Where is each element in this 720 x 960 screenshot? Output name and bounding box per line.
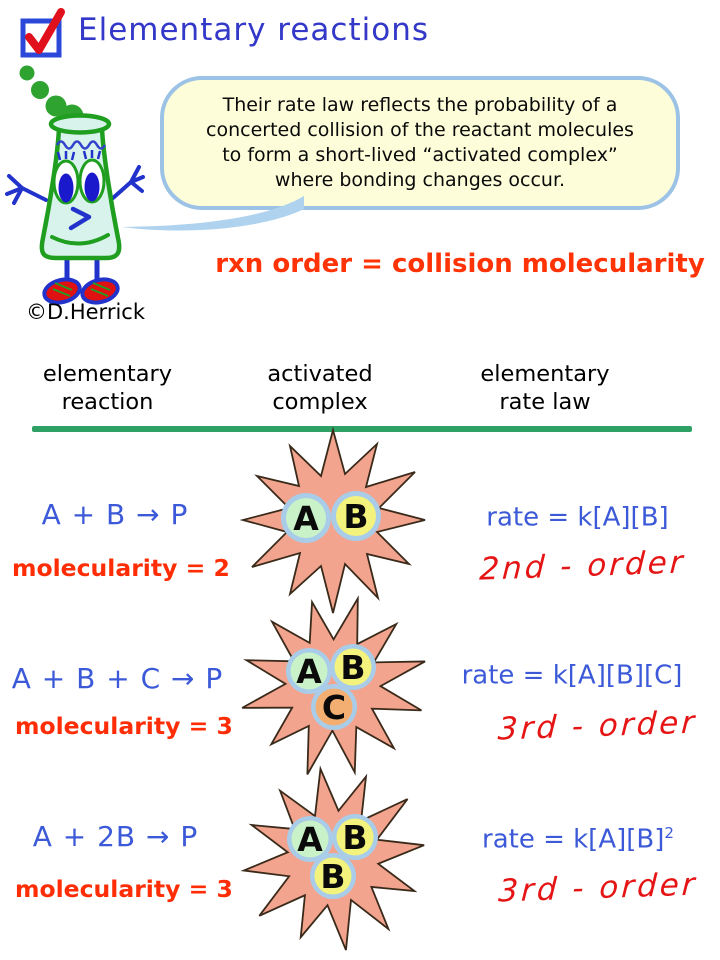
order-annotation-row1: 2nd - order — [478, 544, 687, 588]
activated-complex-starburst-row1 — [233, 425, 433, 615]
molecularity-row2: molecularity = 3 — [15, 712, 233, 740]
column-header-activated-complex: activated complex — [267, 361, 373, 416]
molecule-label: C — [321, 688, 347, 727]
molecule-label: B — [340, 648, 366, 687]
molecule-label: A — [296, 652, 322, 691]
copyright-text: ©D.Herrick — [26, 300, 145, 324]
rate-law-row1: rate = k[A][B] — [486, 502, 669, 533]
order-annotation-row2: 3rd - order — [496, 704, 699, 748]
equation-row1: A + B → P — [41, 498, 189, 531]
equation-row3: A + 2B → P — [32, 820, 199, 853]
molecularity-row3: molecularity = 3 — [15, 875, 233, 903]
bubble-line: Their rate law reflects the probability of a — [222, 93, 618, 116]
page-title: Elementary reactions — [78, 12, 429, 48]
bubble-line: concerted collision of the reactant molecules — [206, 118, 634, 141]
activated-complex-starburst-row3 — [233, 763, 433, 953]
activated-complex-starburst-row2 — [233, 590, 433, 780]
molecule-label: B — [343, 497, 369, 536]
checked-checkbox-icon — [16, 4, 68, 60]
subtitle: rxn order = collision molecularity — [215, 249, 705, 279]
column-header-elementary-rate-law: elementary rate law — [480, 361, 610, 416]
column-header-elementary-reaction: elementary reaction — [42, 361, 173, 416]
equation-row2: A + B + C → P — [11, 662, 224, 695]
bubble-line: where bonding changes occur. — [274, 169, 566, 192]
rate-law-row2: rate = k[A][B][C] — [461, 660, 683, 691]
molecule-label: B — [342, 818, 368, 857]
molecularity-row1: molecularity = 2 — [12, 554, 230, 582]
molecule-label: B — [320, 857, 346, 896]
rate-law-row3: rate = $k[A][B]^2$ — [482, 824, 674, 855]
speech-bubble-tail — [116, 194, 308, 238]
molecule-label: A — [293, 499, 319, 538]
molecule-label: A — [297, 820, 323, 859]
bubble-line: to form a short-lived “activated complex” — [222, 144, 618, 166]
speech-bubble — [160, 76, 680, 210]
order-annotation-row3: 3rd - order — [497, 866, 699, 910]
